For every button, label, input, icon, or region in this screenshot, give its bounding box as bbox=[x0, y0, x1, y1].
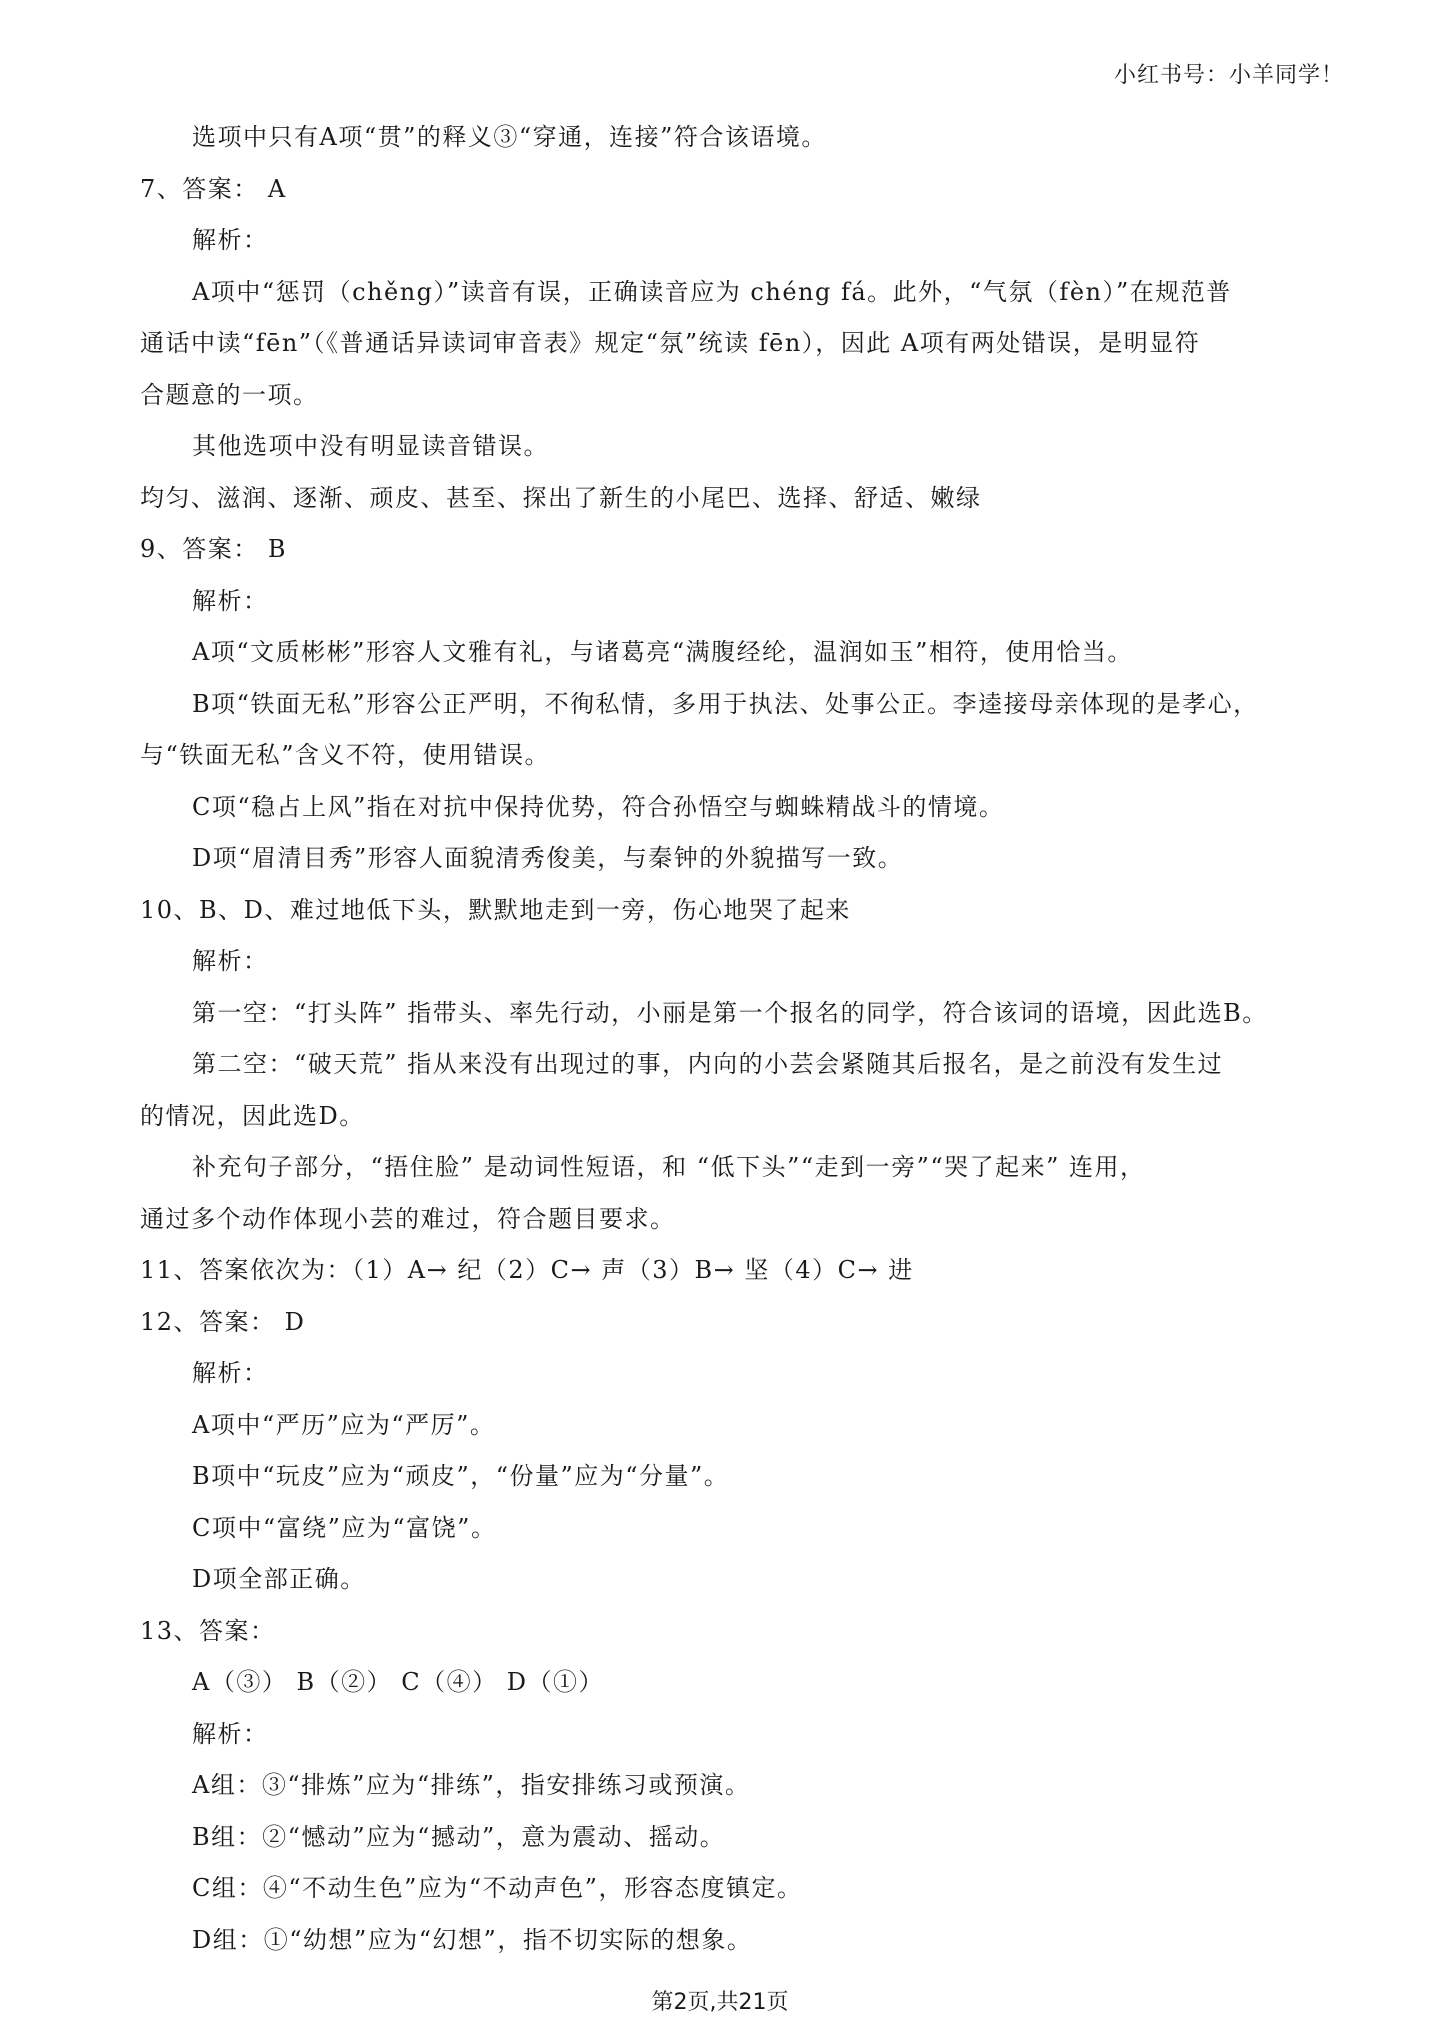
account-watermark: 小红书号：小羊同学！ bbox=[1113, 63, 1344, 88]
text-line: A组：③“排炼”应为“排练”，指安排练习或预演。 bbox=[192, 1771, 751, 1799]
text-line: A（③） B（②） C（④） D（①） bbox=[192, 1668, 604, 1696]
text-line: 13、答案： bbox=[140, 1616, 276, 1645]
text-line: 解析： bbox=[192, 586, 269, 615]
text-line: 均匀、滋润、逐渐、顽皮、甚至、探出了新生的小尾巴、选择、舒适、嫩绿 bbox=[140, 483, 982, 512]
answer-content bbox=[140, 112, 1310, 1966]
text-line: 解析： bbox=[192, 1359, 269, 1387]
text-line: 的情况，因此选D。 bbox=[140, 1101, 365, 1130]
text-line: 7、答案： A bbox=[140, 174, 287, 203]
text-line: 合题意的一项。 bbox=[140, 380, 319, 409]
text-line: C组：④“不动生色”应为“不动声色”，形容态度镇定。 bbox=[192, 1874, 803, 1902]
text-line: 通过多个动作体现小芸的难过，符合题目要求。 bbox=[140, 1204, 676, 1233]
text-line: D项“眉清目秀”形容人面貌清秀俊美，与秦钟的外貌描写一致。 bbox=[192, 844, 904, 872]
text-line: 选项中只有A项“贯”的释义③“穿通，连接”符合该语境。 bbox=[192, 123, 827, 151]
text-line: B组：②“憾动”应为“撼动”，意为震动、摇动。 bbox=[192, 1822, 726, 1851]
text-line: A项中“严历”应为“严厉”。 bbox=[192, 1410, 496, 1439]
text-line: 与“铁面无私”含义不符，使用错误。 bbox=[140, 741, 551, 769]
text-line: 第二空：“破天荒” 指从来没有出现过的事，内向的小芸会紧随其后报名，是之前没有发生过 bbox=[192, 1050, 1224, 1078]
text-line: C项“稳占上风”指在对抗中保持优势，符合孙悟空与蜘蛛精战斗的情境。 bbox=[192, 792, 1005, 821]
text-line: C项中“富绕”应为“富饶”。 bbox=[192, 1513, 497, 1542]
text-line: D项全部正确。 bbox=[192, 1565, 366, 1593]
text-line: 补充句子部分，“捂住脸” 是动词性短语，和 “低下头”“走到一旁”“哭了起来” 连用， bbox=[192, 1153, 1146, 1181]
text-line: D组：①“幼想”应为“幻想”，指不切实际的想象。 bbox=[192, 1925, 753, 1954]
text-line: B项“铁面无私”形容公正严明，不徇私情，多用于执法、处事公正。李逵接母亲体现的是孝心， bbox=[192, 689, 1259, 718]
text-line: 11、答案依次为：（1）A→ 纪（2）C→ 声（3）B→ 坚（4）C→ 进 bbox=[140, 1256, 914, 1284]
text-line: 9、答案： B bbox=[140, 535, 288, 563]
text-line: 解析： bbox=[192, 1719, 269, 1748]
text-line: B项中“玩皮”应为“顽皮”，“份量”应为“分量”。 bbox=[192, 1462, 730, 1490]
text-line: 解析： bbox=[192, 226, 269, 254]
text-line: 第一空：“打头阵” 指带头、率先行动，小丽是第一个报名的同学，符合该词的语境，因此选B。 bbox=[192, 998, 1268, 1027]
text-line: A项中“惩罚（chěng）”读音有误，正确读音应为 chéng fá。此外，“气氛（fèn）”在规范普 bbox=[192, 277, 1232, 306]
text-line: 解析： bbox=[192, 947, 269, 975]
page-number: 第2页,共21页 bbox=[651, 1990, 789, 2015]
text-line: 通话中读“fēn”（《普通话异读词审音表》规定“氛”统读 fēn），因此 A项有两处错误，是明显符 bbox=[140, 329, 1201, 357]
text-line: A项“文质彬彬”形容人文雅有礼，与诸葛亮“满腹经纶，温润如玉”相符，使用恰当。 bbox=[192, 638, 1133, 666]
text-line: 其他选项中没有明显读音错误。 bbox=[192, 432, 549, 460]
text-line: 12、答案： D bbox=[140, 1307, 306, 1336]
text-line: 10、B、D、难过地低下头，默默地走到一旁，伤心地哭了起来 bbox=[140, 895, 851, 924]
